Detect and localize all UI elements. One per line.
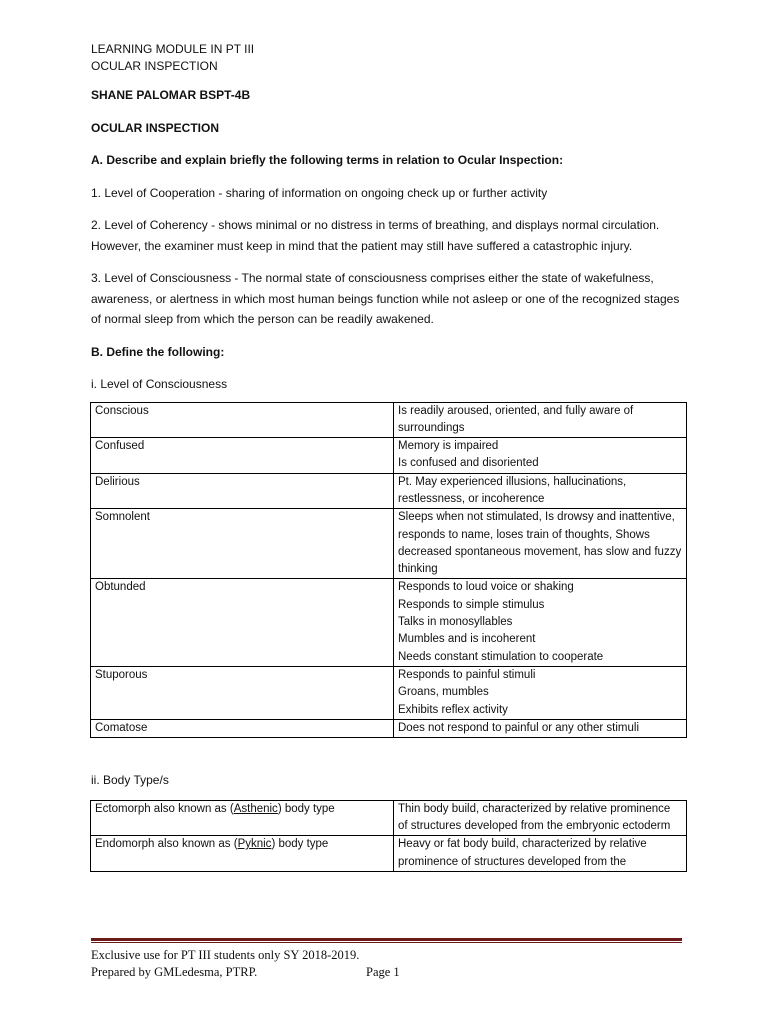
description-line: Sleeps when not stimulated, Is drowsy and inattentive, responds to name, loses train of thoughts, Shows decreased spontaneous movement, has slow and fuzzy thinking — [398, 511, 682, 576]
footer-rule-thin — [91, 942, 682, 943]
footer-prepared-by: Prepared by GMLedesma, PTRP. — [91, 965, 258, 979]
description-cell — [394, 579, 687, 666]
table-row — [91, 800, 687, 836]
document-page — [91, 41, 686, 872]
description-line: Talks in monosyllables — [398, 616, 513, 629]
body-type-term-cell — [91, 800, 394, 836]
consciousness-subtitle: i. Level of Consciousness — [91, 377, 228, 391]
table-row — [91, 438, 687, 474]
section-title: OCULAR INSPECTION — [91, 120, 220, 135]
description-line: Is confused and disoriented — [398, 457, 539, 470]
body-type-name: Endomorph also known as ( — [95, 838, 238, 851]
description-line: Exhibits reflex activity — [398, 703, 508, 716]
table-row — [91, 402, 687, 438]
table-row — [91, 473, 687, 509]
term-cell: Obtunded — [91, 579, 394, 666]
term-cell: Delirious — [91, 473, 394, 509]
footer — [91, 947, 682, 981]
body-type-description-cell: Heavy or fat body build, characterized by relative prominence of structures developed from the — [394, 836, 687, 872]
term-cell: Somnolent — [91, 509, 394, 579]
description-line: Memory is impaired — [398, 440, 499, 453]
description-line: Pt. May experienced illusions, hallucinations, restlessness, or incoherence — [398, 475, 627, 505]
body-type-description-cell: Thin body build, characterized by relative prominence of structures developed from the embryonic ectoderm — [394, 800, 687, 836]
description-line: Responds to painful stimuli — [398, 668, 536, 681]
part-b-heading: B. Define the following: — [91, 344, 225, 359]
footer-exclusive-note: Exclusive use for PT III students only SY 2018-2019. — [91, 948, 360, 962]
body-type-suffix: ) body type — [277, 802, 335, 815]
body-type-suffix: ) body type — [271, 838, 329, 851]
description-cell — [394, 402, 687, 438]
term-cell: Conscious — [91, 402, 394, 438]
part-a-item-2: 2. Level of Coherency - shows minimal or no distress in terms of breathing, and displays normal circulation. However, the examiner must keep in mind that the patient may still have suffered a catastrophic injury. — [91, 218, 660, 253]
table-row — [91, 579, 687, 666]
description-line: Needs constant stimulation to cooperate — [398, 650, 604, 663]
description-line: Groans, mumbles — [398, 686, 489, 699]
table-row — [91, 836, 687, 872]
part-a-item-3: 3. Level of Consciousness - The normal state of consciousness comprises either the state of wakefulness, awareness, or alertness in which most human beings function while not asleep or one of the recognized stages of normal sleep from which the person can be readily awakened. — [91, 271, 680, 326]
description-line: Responds to loud voice or shaking — [398, 581, 574, 594]
table-row — [91, 666, 687, 719]
description-cell — [394, 473, 687, 509]
description-line: Mumbles and is incoherent — [398, 633, 536, 646]
table-row — [91, 719, 687, 737]
description-cell — [394, 666, 687, 719]
term-cell: Comatose — [91, 719, 394, 737]
description-cell — [394, 509, 687, 579]
page-number: Page 1 — [366, 965, 400, 979]
body-type-name: Ectomorph also known as ( — [95, 802, 234, 815]
part-a-heading: A. Describe and explain briefly the following terms in relation to Ocular Inspection: — [91, 153, 564, 167]
footer-rule — [91, 938, 682, 941]
term-cell: Confused — [91, 438, 394, 474]
body-type-term-cell — [91, 836, 394, 872]
body-type-table — [90, 800, 687, 872]
body-type-alias: Asthenic — [233, 802, 278, 815]
module-subtitle: OCULAR INSPECTION — [91, 59, 218, 73]
body-type-alias: Pyknic — [237, 838, 272, 851]
description-line: Is readily aroused, oriented, and fully aware of surroundings — [398, 404, 634, 434]
table-row — [91, 509, 687, 579]
description-line: Responds to simple stimulus — [398, 598, 545, 611]
term-cell: Stuporous — [91, 666, 394, 719]
consciousness-table — [90, 402, 687, 739]
description-cell — [394, 438, 687, 474]
description-line: Does not respond to painful or any other stimuli — [398, 721, 639, 734]
body-type-subtitle: ii. Body Type/s — [91, 773, 169, 788]
description-cell — [394, 719, 687, 737]
module-title: LEARNING MODULE IN PT III — [91, 42, 255, 56]
part-a-item-1: 1. Level of Cooperation - sharing of information on ongoing check up or further activity — [91, 185, 548, 200]
student-name: SHANE PALOMAR BSPT-4B — [91, 88, 251, 102]
